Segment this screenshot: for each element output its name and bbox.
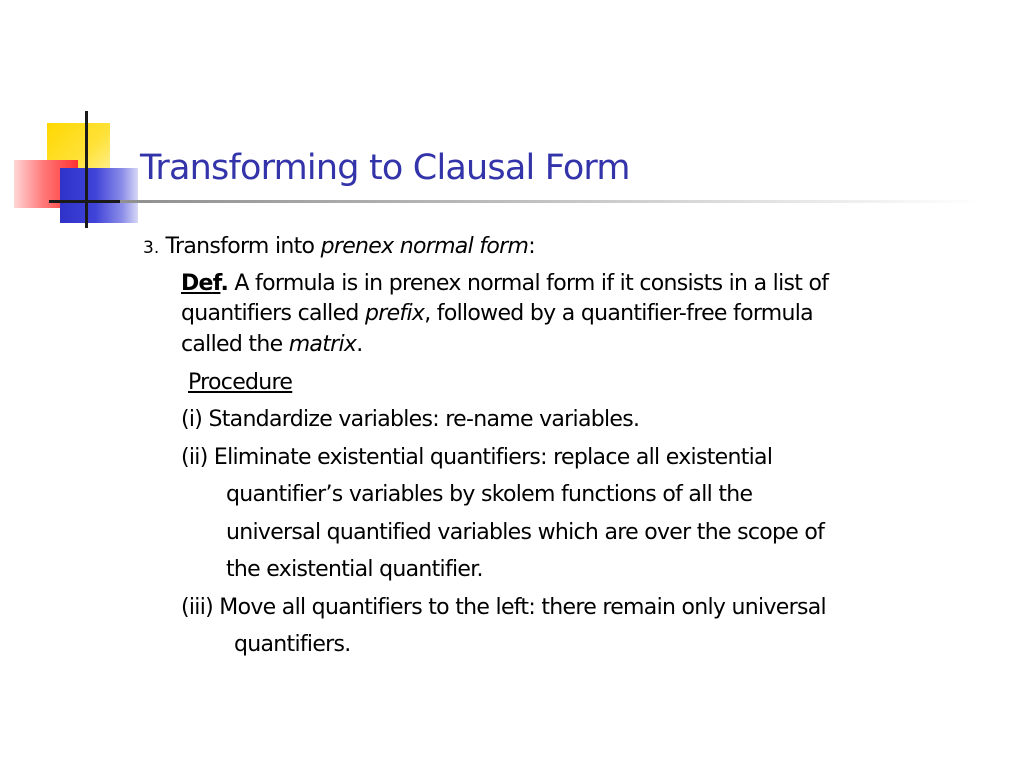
definition-text-2b: , followed by a quantifier-free formula	[424, 301, 813, 326]
title-divider	[120, 200, 980, 203]
procedure-item-1-line-1: (i) Standardize variables: re-name variables.	[181, 407, 640, 432]
step-italic-term: prenex normal form	[320, 234, 529, 259]
step-text: Transform into	[159, 234, 321, 259]
procedure-item-2-line-2: quantifier’s variables by skolem functions of all the	[226, 482, 753, 507]
slide-title: Transforming to Clausal Form	[140, 148, 630, 188]
definition-line-1	[181, 269, 828, 299]
procedure-item-3-line-2: quantifiers.	[234, 632, 351, 657]
definition-line-2	[181, 299, 813, 329]
step-colon: :	[528, 234, 535, 259]
vertical-bar-shape	[85, 111, 88, 228]
procedure-item-2-line-4: the existential quantifier.	[226, 557, 483, 582]
definition-term-prefix: prefix	[364, 301, 425, 326]
procedure-heading: Procedure	[188, 370, 293, 395]
step-line	[143, 232, 535, 263]
blue-square-shape	[60, 168, 138, 223]
decorative-corner-logo	[0, 0, 140, 240]
procedure-item-3-line-1: (iii) Move all quantifiers to the left: there remain only universal	[181, 595, 826, 620]
definition-label: Def	[181, 271, 221, 296]
definition-line-3	[181, 330, 363, 360]
definition-text-2a: quantifiers called	[181, 301, 365, 326]
definition-label-period: .	[220, 271, 229, 296]
definition-text-3b: .	[356, 332, 363, 357]
definition-text-3a: called the	[181, 332, 289, 357]
procedure-item-2-line-3: universal quantified variables which are over the scope of	[226, 520, 825, 545]
step-number: 3.	[143, 238, 160, 258]
definition-text-1: A formula is in prenex normal form if it consists in a list of	[228, 271, 829, 296]
definition-term-matrix: matrix	[288, 332, 357, 357]
procedure-item-2-line-1: (ii) Eliminate existential quantifiers: replace all existential	[181, 445, 773, 470]
